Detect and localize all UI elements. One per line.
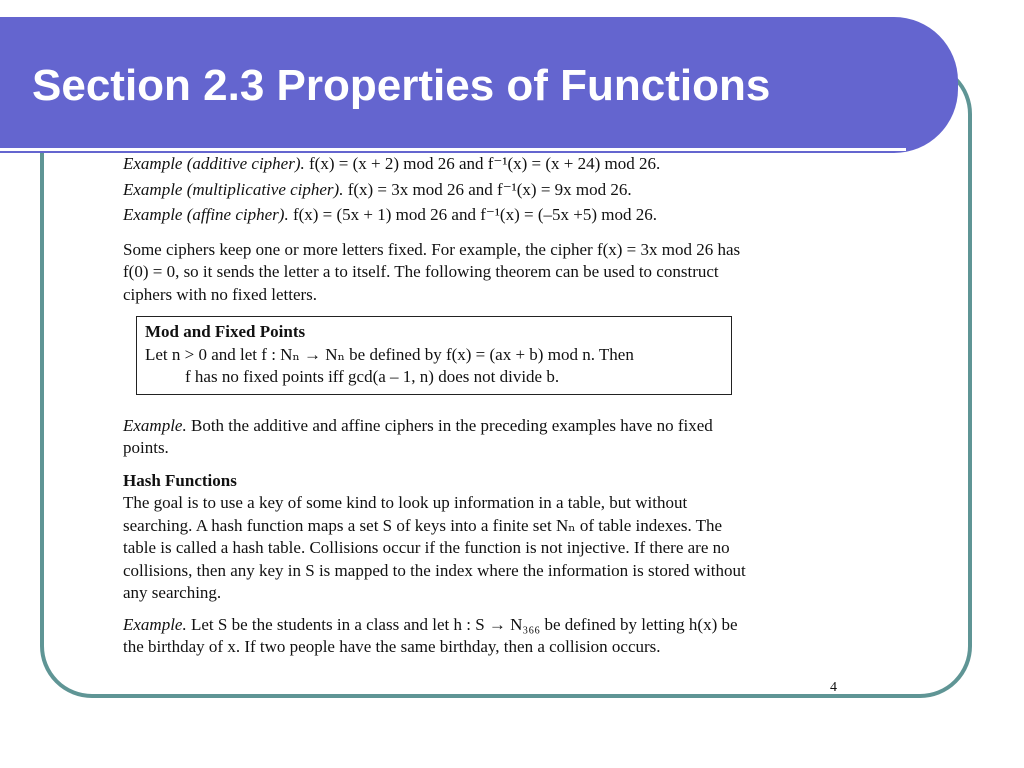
example-text: the birthday of x. If two people have the same birthday, then a collision occurs. <box>123 637 661 656</box>
example-text: Both the additive and affine ciphers in the preceding examples have no fixed <box>190 415 713 435</box>
example-label: Example. <box>123 415 187 435</box>
example-text: f(x) = (x + 2) mod 26 and f⁻¹(x) = (x + 24) mod 26. <box>309 154 661 173</box>
example-label: Example (affine cipher). <box>123 205 289 224</box>
paragraph-line: searching. A hash function maps a set S of keys into a finite set Nₙ of table indexes. The <box>123 515 723 535</box>
paragraph-line: ciphers with no fixed letters. <box>123 284 318 304</box>
theorem-line: f has no fixed points iff gcd(a – 1, n) does not divide b. <box>185 367 560 386</box>
example-label: Example (multiplicative cipher). <box>123 179 344 199</box>
paragraph-line: collisions, then any key in S is mapped to the index where the information is stored without <box>123 560 746 580</box>
example-text: Let S be the students in a class and let h : S → N₃₆₆ be defined by letting h(x) be <box>190 614 738 634</box>
hash-functions-paragraph <box>123 492 868 605</box>
theorem-line: Let n > 0 and let f : Nₙ → Nₙ be defined by f(x) = (ax + b) mod n. Then <box>145 344 634 364</box>
paragraph-line: f(0) = 0, so it sends the letter a to itself. The following theorem can be used to construct <box>123 262 719 281</box>
paragraph-line: The goal is to use a key of some kind to look up information in a table, but without <box>123 493 688 512</box>
example-text: f(x) = (5x + 1) mod 26 and f⁻¹(x) = (–5x +5) mod 26. <box>292 205 657 224</box>
paragraph-line: any searching. <box>123 583 222 602</box>
title-underline <box>0 148 906 151</box>
theorem-heading: Mod and Fixed Points <box>145 322 306 341</box>
slide-title: Section 2.3 Properties of Functions <box>32 61 771 110</box>
example-hash-birthday <box>123 614 868 659</box>
example-label: Example (additive cipher). <box>123 154 305 173</box>
slide-content <box>123 153 868 659</box>
example-affine <box>123 204 868 227</box>
paragraph-line: table is called a hash table. Collisions occur if the function is not injective. If there are no <box>123 538 730 557</box>
theorem-box <box>136 316 732 395</box>
fixed-letters-paragraph <box>123 239 868 307</box>
example-label: Example. <box>123 614 187 634</box>
title-banner <box>0 17 958 153</box>
page-number: 4 <box>830 680 837 695</box>
example-no-fixed-points <box>123 415 868 460</box>
hash-functions-heading: Hash Functions <box>123 470 237 490</box>
example-multiplicative <box>123 179 868 202</box>
example-additive <box>123 153 868 176</box>
example-text: f(x) = 3x mod 26 and f⁻¹(x) = 9x mod 26. <box>347 179 632 199</box>
example-text: points. <box>123 438 169 457</box>
paragraph-line: Some ciphers keep one or more letters fixed. For example, the cipher f(x) = 3x mod 26 has <box>123 239 741 259</box>
